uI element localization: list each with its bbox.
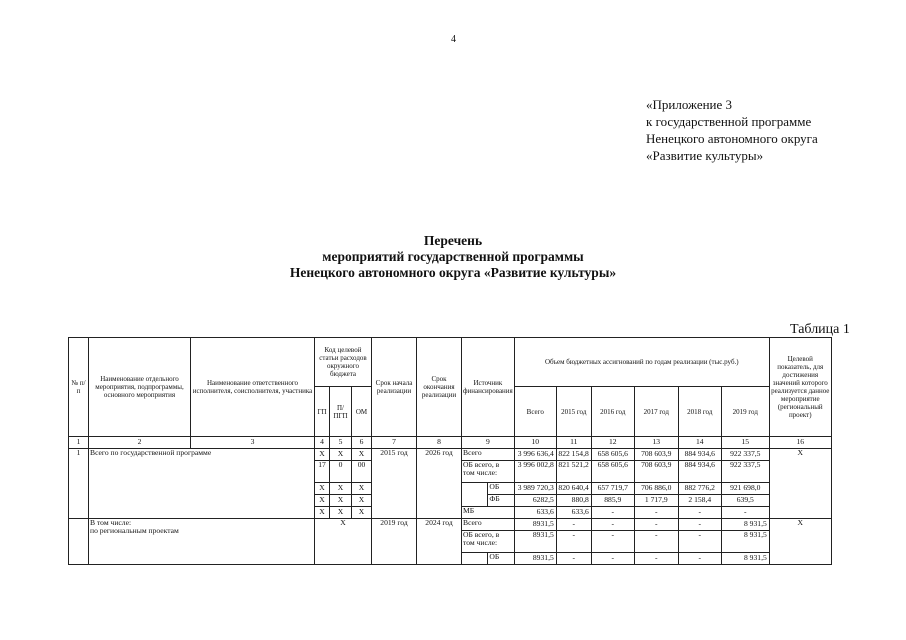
row-indicator: Х bbox=[769, 519, 831, 565]
header-row-1 bbox=[69, 338, 832, 387]
title-line-1: Перечень bbox=[423, 233, 483, 248]
column-number: 3 bbox=[191, 437, 315, 449]
header-code-group: Код целевой статьи расходов окружного бюджета bbox=[315, 338, 372, 387]
row-source: ОБ bbox=[488, 553, 514, 565]
value-2016: - bbox=[591, 519, 634, 531]
header-om: ОМ bbox=[352, 387, 372, 437]
code-om: Х bbox=[352, 495, 372, 507]
value-2017: 708 603,9 bbox=[634, 461, 678, 483]
annex-line-3: Ненецкого автономного округа bbox=[646, 131, 818, 146]
column-number: 4 bbox=[315, 437, 330, 449]
value-total: 633,6 bbox=[514, 507, 556, 519]
code-ppgp: Х bbox=[330, 449, 352, 461]
value-2019: 639,5 bbox=[721, 495, 769, 507]
value-2017: - bbox=[634, 507, 678, 519]
value-total: 3 996 636,4 bbox=[514, 449, 556, 461]
code-ppgp: Х bbox=[330, 507, 352, 519]
row-source: МБ bbox=[462, 507, 515, 519]
row-name-line-1: В том числе: bbox=[90, 518, 132, 527]
value-2017: - bbox=[634, 531, 678, 553]
value-2016: - bbox=[591, 507, 634, 519]
header-ppgp: П/ ПГП bbox=[330, 387, 352, 437]
header-volume-group: Объем бюджетных ассигнований по годам реализации (тыс.руб.) bbox=[514, 338, 769, 387]
column-number: 12 bbox=[591, 437, 634, 449]
value-2016: 658 605,6 bbox=[591, 461, 634, 483]
row-name: Всего по государственной программе bbox=[89, 449, 315, 519]
value-2016: 885,9 bbox=[591, 495, 634, 507]
annex-line-4: «Развитие культуры» bbox=[646, 148, 764, 163]
value-2018: 882 776,2 bbox=[678, 483, 721, 495]
column-number: 13 bbox=[634, 437, 678, 449]
title-line-3: Ненецкого автономного округа «Развитие культуры» bbox=[289, 265, 617, 280]
row-source: ОБ всего, в том числе: bbox=[462, 461, 515, 483]
table-row bbox=[69, 519, 832, 531]
code-gp: 17 bbox=[315, 461, 330, 483]
row-start: 2019 год bbox=[372, 519, 417, 565]
header-indicator: Целевой показатель, для достижения значений которого реализуется данное мероприятие (региональный проект) bbox=[769, 338, 831, 437]
header-2019: 2019 год bbox=[721, 387, 769, 437]
value-2016: 658 605,6 bbox=[591, 449, 634, 461]
row-name-line-2: по региональным проектам bbox=[90, 526, 179, 536]
source-indent bbox=[462, 483, 488, 507]
header-gp: ГП bbox=[315, 387, 330, 437]
events-table bbox=[68, 337, 832, 565]
code-gp: Х bbox=[315, 495, 330, 507]
code-gp: Х bbox=[315, 449, 330, 461]
source-indent bbox=[462, 553, 488, 565]
value-2018: - bbox=[678, 553, 721, 565]
value-2018: 884 934,6 bbox=[678, 461, 721, 483]
value-2018: 2 158,4 bbox=[678, 495, 721, 507]
header-executor: Наименование ответственного исполнителя, соисполнителя, участника bbox=[191, 338, 315, 437]
value-2015: - bbox=[556, 531, 591, 553]
value-2017: 1 717,9 bbox=[634, 495, 678, 507]
value-2019: 922 337,5 bbox=[721, 461, 769, 483]
code-ppgp: 0 bbox=[330, 461, 352, 483]
column-number: 11 bbox=[556, 437, 591, 449]
column-number: 1 bbox=[69, 437, 89, 449]
column-number: 8 bbox=[417, 437, 462, 449]
page-number: 4 bbox=[451, 34, 456, 45]
value-total: 8931,5 bbox=[514, 531, 556, 553]
value-2019: 8 931,5 bbox=[721, 531, 769, 553]
annex-line-1: «Приложение 3 bbox=[646, 97, 733, 112]
code-ppgp: Х bbox=[330, 483, 352, 495]
value-2019: 8 931,5 bbox=[721, 519, 769, 531]
value-total: 8931,5 bbox=[514, 553, 556, 565]
code-ppgp: Х bbox=[330, 495, 352, 507]
value-total: 6282,5 bbox=[514, 495, 556, 507]
title-line-2: мероприятий государственной программы bbox=[322, 249, 584, 264]
row-source: Всего bbox=[462, 519, 515, 531]
value-2018: - bbox=[678, 507, 721, 519]
value-2018: - bbox=[678, 519, 721, 531]
row-start: 2015 год bbox=[372, 449, 417, 519]
column-number: 9 bbox=[462, 437, 515, 449]
header-source: Источник финансирования bbox=[462, 338, 515, 437]
value-2018: - bbox=[678, 531, 721, 553]
table-row bbox=[69, 449, 832, 461]
value-total: 8931,5 bbox=[514, 519, 556, 531]
value-total: 3 989 720,3 bbox=[514, 483, 556, 495]
row-name bbox=[89, 519, 315, 565]
document-title bbox=[0, 233, 906, 281]
header-num: № п/п bbox=[69, 338, 89, 437]
column-number: 6 bbox=[352, 437, 372, 449]
row-end: 2026 год bbox=[417, 449, 462, 519]
value-2019: 8 931,5 bbox=[721, 553, 769, 565]
value-2017: - bbox=[634, 553, 678, 565]
row-source: Всего bbox=[462, 449, 515, 461]
row-source: ОБ bbox=[488, 483, 514, 495]
value-total: 3 996 002,8 bbox=[514, 461, 556, 483]
value-2019: 921 698,0 bbox=[721, 483, 769, 495]
value-2015: 822 154,8 bbox=[556, 449, 591, 461]
value-2015: - bbox=[556, 553, 591, 565]
column-number: 15 bbox=[721, 437, 769, 449]
value-2016: - bbox=[591, 531, 634, 553]
header-2018: 2018 год bbox=[678, 387, 721, 437]
value-2017: 706 886,0 bbox=[634, 483, 678, 495]
header-name: Наименование отдельного мероприятия, подпрограммы, основного мероприятия bbox=[89, 338, 191, 437]
column-number-row bbox=[69, 437, 832, 449]
header-start: Срок начала реализации bbox=[372, 338, 417, 437]
code-gp: Х bbox=[315, 483, 330, 495]
row-num: 1 bbox=[69, 449, 89, 519]
row-source: ФБ bbox=[488, 495, 514, 507]
column-number: 16 bbox=[769, 437, 831, 449]
row-num bbox=[69, 519, 89, 565]
value-2018: 884 934,6 bbox=[678, 449, 721, 461]
value-2015: 821 521,2 bbox=[556, 461, 591, 483]
header-2015: 2015 год bbox=[556, 387, 591, 437]
value-2015: - bbox=[556, 519, 591, 531]
table-label: Таблица 1 bbox=[790, 322, 850, 337]
value-2019: 922 337,5 bbox=[721, 449, 769, 461]
value-2017: 708 603,9 bbox=[634, 449, 678, 461]
column-number: 7 bbox=[372, 437, 417, 449]
value-2017: - bbox=[634, 519, 678, 531]
value-2016: - bbox=[591, 553, 634, 565]
header-2017: 2017 год bbox=[634, 387, 678, 437]
row-indicator: Х bbox=[769, 449, 831, 519]
value-2019: - bbox=[721, 507, 769, 519]
code-om: 00 bbox=[352, 461, 372, 483]
header-total: Всего bbox=[514, 387, 556, 437]
column-number: 14 bbox=[678, 437, 721, 449]
value-2016: 657 719,7 bbox=[591, 483, 634, 495]
row-source: ОБ всего, в том числе: bbox=[462, 531, 515, 553]
header-end: Срок окончания реализации bbox=[417, 338, 462, 437]
code-om: Х bbox=[352, 449, 372, 461]
value-2015: 820 640,4 bbox=[556, 483, 591, 495]
annex-heading bbox=[646, 96, 818, 164]
row-end: 2024 год bbox=[417, 519, 462, 565]
column-number: 10 bbox=[514, 437, 556, 449]
column-number: 5 bbox=[330, 437, 352, 449]
value-2015: 633,6 bbox=[556, 507, 591, 519]
code-gp: Х bbox=[315, 507, 330, 519]
code-merged: Х bbox=[315, 519, 372, 565]
annex-line-2: к государственной программе bbox=[646, 114, 812, 129]
column-number: 2 bbox=[89, 437, 191, 449]
code-om: Х bbox=[352, 507, 372, 519]
code-om: Х bbox=[352, 483, 372, 495]
header-2016: 2016 год bbox=[591, 387, 634, 437]
value-2015: 880,8 bbox=[556, 495, 591, 507]
